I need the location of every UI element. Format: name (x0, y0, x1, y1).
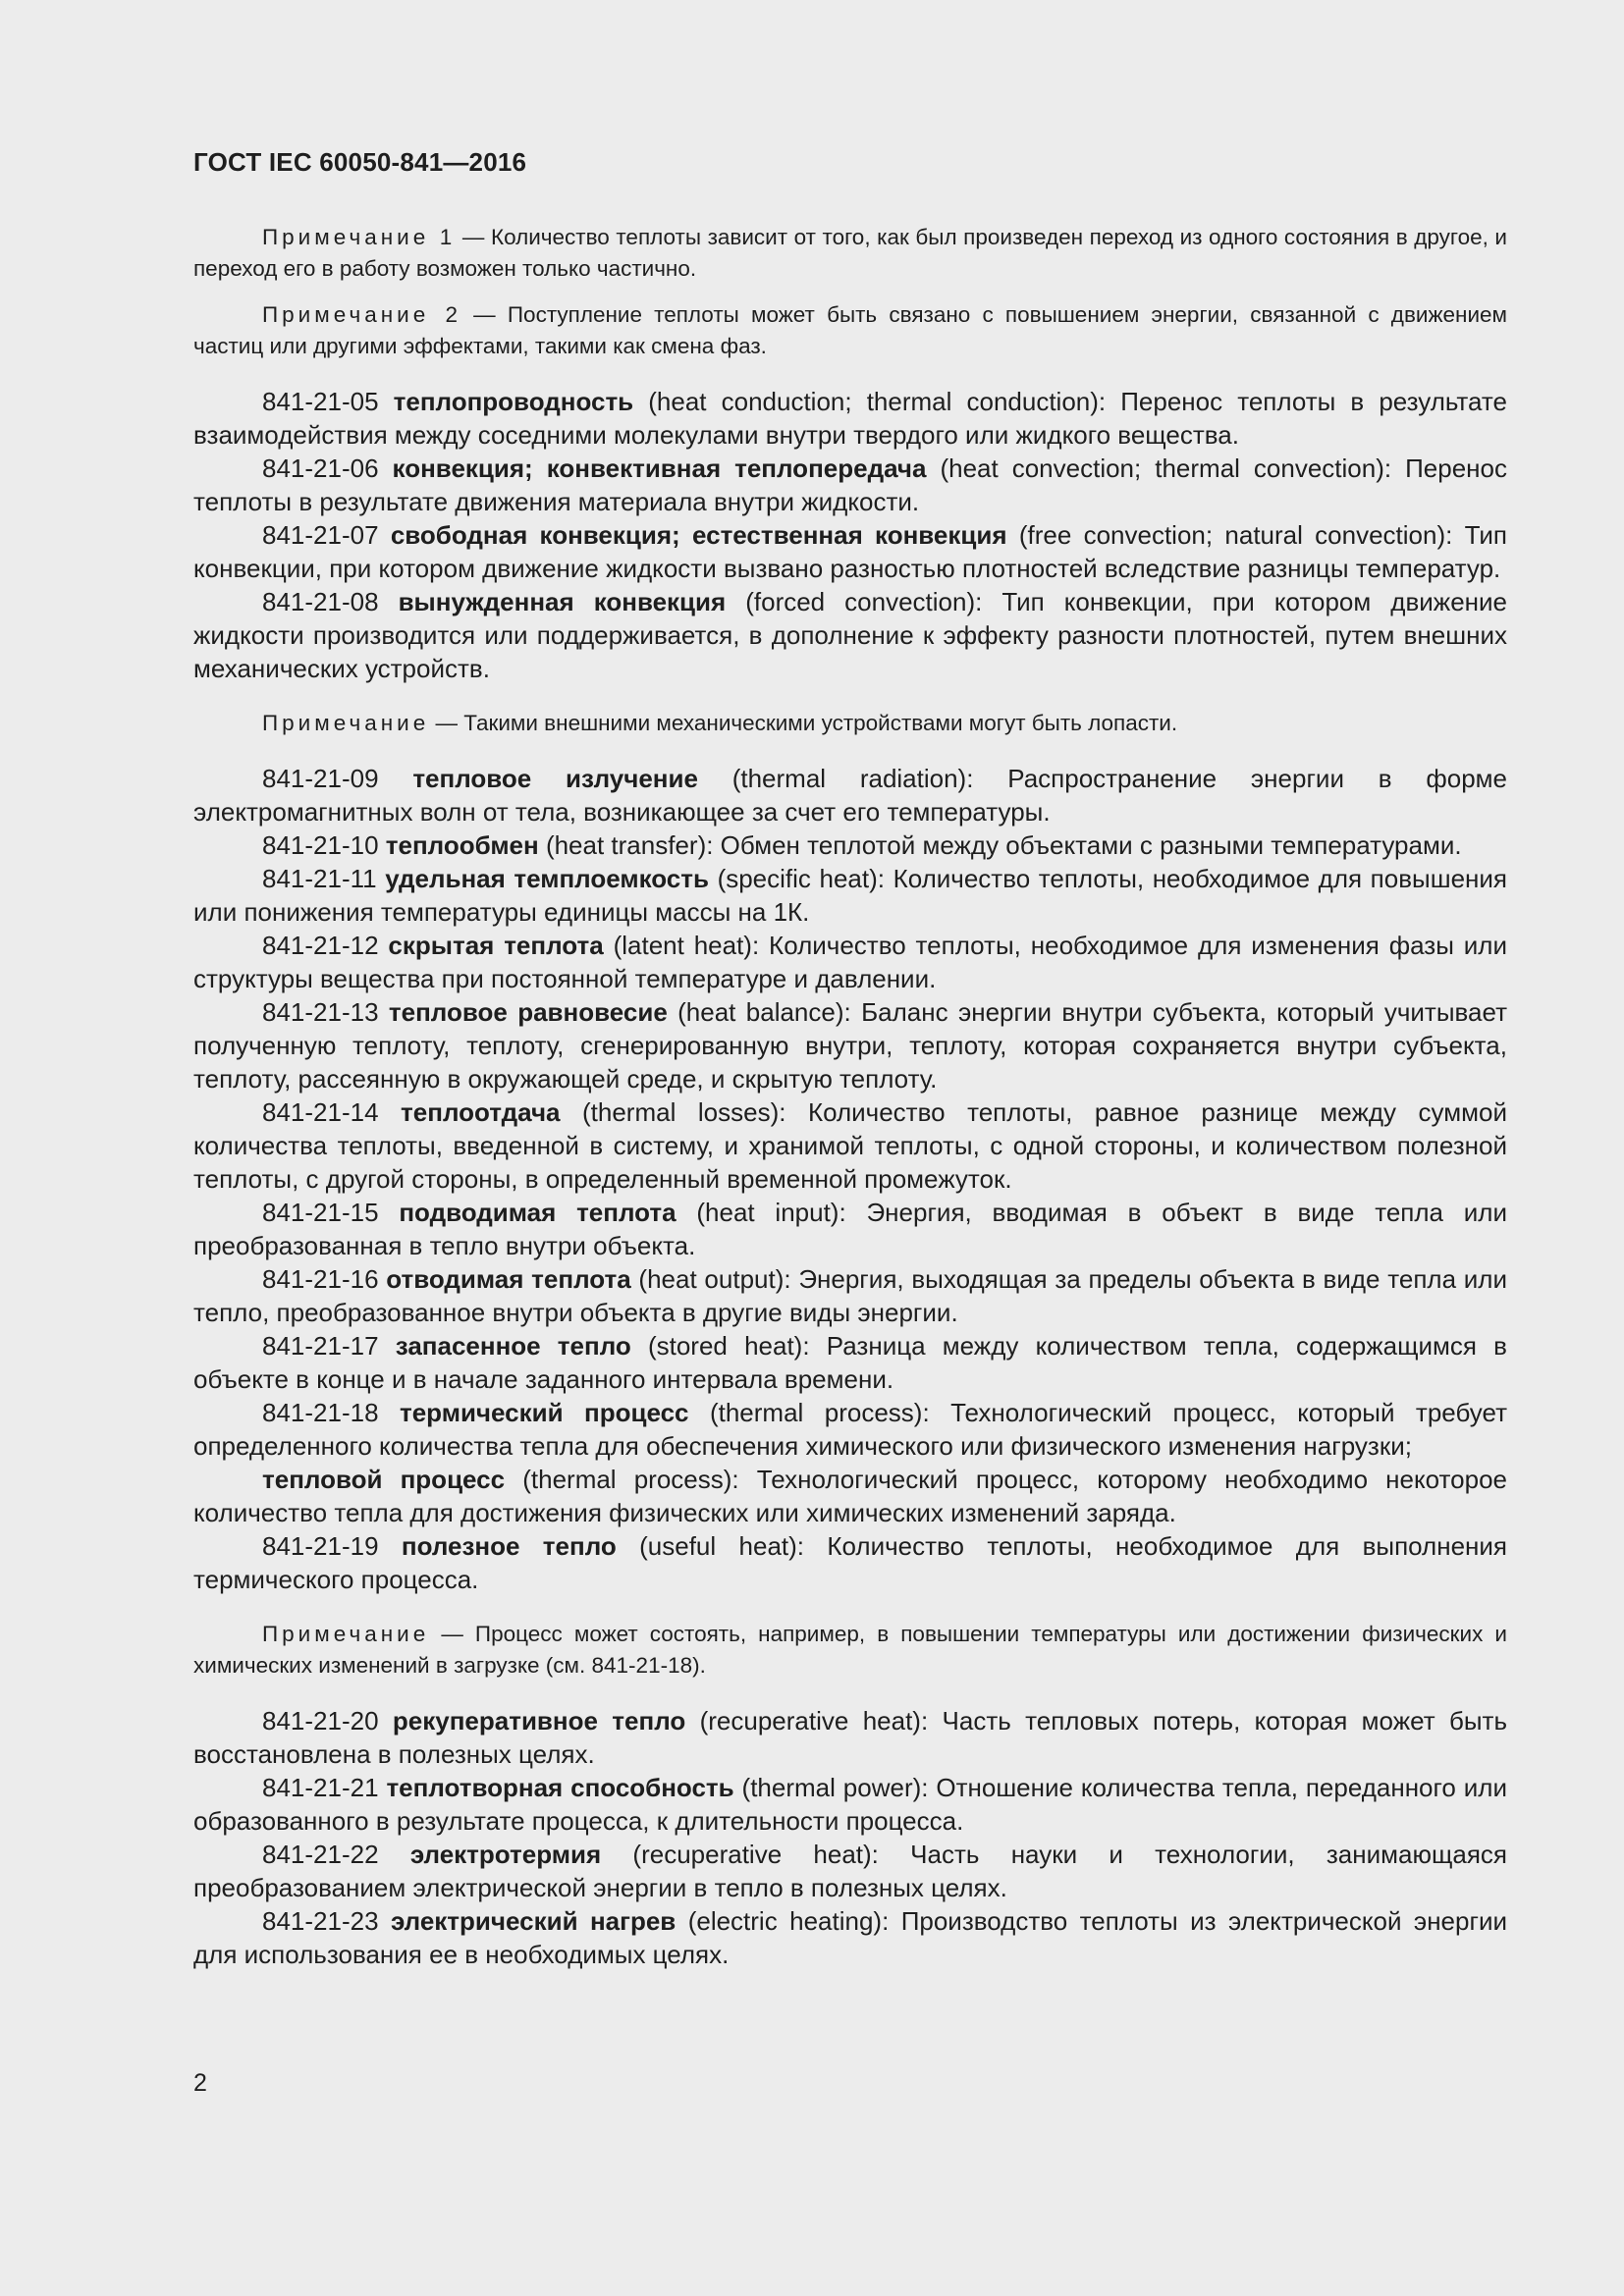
term-definition: (forced convection): Тип конвекции, при котором движение жидкости производится или поддерживается, в дополнение к эффекту разности плотностей, путем внешних механических устройств. (193, 587, 1507, 683)
term-name: конвекция; конвективная теплопередача (392, 454, 927, 483)
term-name: вынужденная конвекция (398, 587, 727, 616)
term-841-21-20 (193, 1704, 1507, 1771)
note-text: — Такими внешними механическими устройствами могут быть лопасти. (429, 711, 1178, 735)
document-body (193, 222, 1507, 1971)
note-2 (193, 299, 1507, 362)
term-841-21-06 (193, 452, 1507, 518)
term-name: рекуперативное тепло (392, 1706, 686, 1735)
term-definition: (thermal process): Технологический процесс, которому необходимо некоторое количество тепла для достижения физических или химических изменений заряда. (193, 1465, 1507, 1527)
term-name: тепловое излучение (412, 764, 698, 793)
term-definition: (stored heat): Разница между количеством тепла, содержащимся в объекте в конце и в начале заданного интервала времени. (193, 1331, 1507, 1394)
document-header: ГОСТ IEC 60050-841—2016 (193, 147, 527, 177)
term-841-21-23 (193, 1904, 1507, 1971)
term-841-21-10 (193, 828, 1507, 862)
term-number: 841-21-09 (262, 764, 413, 793)
term-number: 841-21-10 (262, 830, 386, 860)
term-841-21-21 (193, 1771, 1507, 1838)
note-label: Примечание 1 (262, 225, 457, 249)
term-name: теплопроводность (393, 387, 634, 416)
term-definition: (thermal radiation): Распространение энергии в форме электромагнитных волн от тела, возникающее за счет его температуры. (193, 764, 1507, 827)
term-841-21-14 (193, 1095, 1507, 1196)
term-name: термический процесс (399, 1398, 689, 1427)
note-text: — Количество теплоты зависит от того, как был произведен переход из одного состояния в другое, и переход его в работу возможен только частично. (193, 225, 1508, 281)
term-number: 841-21-20 (262, 1706, 393, 1735)
term-number: 841-21-06 (262, 454, 393, 483)
term-name: теплотворная способность (386, 1773, 734, 1802)
term-name: скрытая теплота (388, 931, 604, 960)
note-mid (193, 708, 1507, 739)
term-841-21-05 (193, 385, 1507, 452)
term-definition: (electric heating): Производство теплоты из электрической энергии для использования ее в необходимых целях. (193, 1906, 1508, 1969)
term-definition: (free convection; natural convection): Тип конвекции, при котором движение жидкости вызвано разностью плотностей вследствие разницы температур. (193, 520, 1507, 583)
term-number: 841-21-13 (262, 997, 389, 1027)
term-number: 841-21-12 (262, 931, 389, 960)
note-text: — Процесс может состоять, например, в повышении температуры или достижении физических и химических изменений в загрузке (см. 841-21-18). (193, 1622, 1507, 1678)
page-number: 2 (193, 2069, 207, 2097)
term-definition: (thermal power): Отношение количества тепла, переданного или образованного в результате процесса, к длительности процесса. (193, 1773, 1507, 1836)
term-841-21-17 (193, 1329, 1507, 1396)
term-841-21-16 (193, 1262, 1507, 1329)
term-number: 841-21-17 (262, 1331, 396, 1361)
term-841-21-09 (193, 762, 1507, 828)
term-definition: (specific heat): Количество теплоты, необходимое для повышения или понижения температуры единицы массы на 1К. (193, 864, 1507, 927)
term-841-21-22 (193, 1838, 1507, 1904)
term-definition: (heat transfer): Обмен теплотой между объектами с разными температурами. (538, 830, 1462, 860)
term-number: 841-21-14 (262, 1097, 402, 1127)
term-definition: (heat input): Энергия, вводимая в объект в виде тепла или преобразованная в тепло внутри объекта. (193, 1198, 1508, 1260)
term-841-21-18 (193, 1396, 1507, 1463)
note-text: — Поступление теплоты может быть связано с повышением энергии, связанной с движением частиц или другими эффектами, такими как смена фаз. (193, 302, 1508, 358)
term-number: 841-21-08 (262, 587, 399, 616)
term-name: электротермия (409, 1840, 602, 1869)
term-name: тепловой процесс (262, 1465, 506, 1494)
term-name: удельная темплоемкость (385, 864, 709, 893)
term-number: 841-21-16 (262, 1264, 387, 1294)
term-number: 841-21-05 (262, 387, 394, 416)
note-label: Примечание 2 (262, 302, 461, 327)
term-841-21-18-synonym (193, 1463, 1507, 1529)
term-number: 841-21-21 (262, 1773, 387, 1802)
term-841-21-15 (193, 1196, 1507, 1262)
note-bottom (193, 1619, 1507, 1682)
term-number: 841-21-11 (262, 864, 386, 893)
note-1 (193, 222, 1507, 285)
term-name: теплообмен (385, 830, 539, 860)
term-definition: (heat conduction; thermal conduction): Перенос теплоты в результате взаимодействия между соседними молекулами внутри твердого или жидкого вещества. (193, 387, 1507, 450)
term-number: 841-21-23 (262, 1906, 391, 1936)
term-name: теплоотдача (401, 1097, 561, 1127)
term-number: 841-21-18 (262, 1398, 400, 1427)
note-label: Примечание (262, 1622, 430, 1646)
term-name: запасенное тепло (395, 1331, 631, 1361)
term-841-21-13 (193, 995, 1507, 1095)
term-definition: (heat balance): Баланс энергии внутри субъекта, который учитывает полученную теплоту, теплоту, сгенерированную внутри, теплоту, которая сохраняется внутри субъекта, теплоту, рассеянную в окружающей среде, и скрытую теплоту. (193, 997, 1508, 1094)
term-841-21-12 (193, 929, 1507, 995)
term-name: тепловое равновесие (388, 997, 668, 1027)
term-definition: (recuperative heat): Часть науки и технологии, занимающаяся преобразованием электрической энергии в тепло в полезных целях. (193, 1840, 1507, 1902)
term-definition: (useful heat): Количество теплоты, необходимое для выполнения термического процесса. (193, 1531, 1507, 1594)
term-841-21-11 (193, 862, 1507, 929)
term-number: 841-21-22 (262, 1840, 410, 1869)
term-841-21-19 (193, 1529, 1507, 1596)
term-name: отводимая теплота (386, 1264, 631, 1294)
term-841-21-08 (193, 585, 1507, 685)
term-name: электрический нагрев (390, 1906, 677, 1936)
term-number: 841-21-19 (262, 1531, 402, 1561)
term-name: полезное тепло (401, 1531, 617, 1561)
term-definition: (recuperative heat): Часть тепловых потерь, которая может быть восстановлена в полезных целях. (193, 1706, 1507, 1769)
term-number: 841-21-15 (262, 1198, 400, 1227)
term-definition: (thermal losses): Количество теплоты, равное разнице между суммой количества теплоты, введенной в систему, и хранимой теплоты, с одной стороны, и количеством полезной теплоты, с другой стороны, в определенный временной промежуток. (193, 1097, 1507, 1194)
term-definition: (thermal process): Технологический процесс, который требует определенного количества тепла для обеспечения химического или физического изменения нагрузки; (193, 1398, 1508, 1461)
term-definition: (heat convection; thermal convection): Перенос теплоты в результате движения материала внутри жидкости. (193, 454, 1507, 516)
term-name: свободная конвекция; естественная конвекция (390, 520, 1007, 550)
note-label: Примечание (262, 711, 430, 735)
term-definition: (latent heat): Количество теплоты, необходимое для изменения фазы или структуры вещества при постоянной температуре и давлении. (193, 931, 1507, 993)
term-841-21-07 (193, 518, 1507, 585)
term-name: подводимая теплота (399, 1198, 677, 1227)
term-number: 841-21-07 (262, 520, 391, 550)
term-definition: (heat output): Энергия, выходящая за пределы объекта в виде тепла или тепло, преобразованное внутри объекта в другие виды энергии. (193, 1264, 1507, 1327)
